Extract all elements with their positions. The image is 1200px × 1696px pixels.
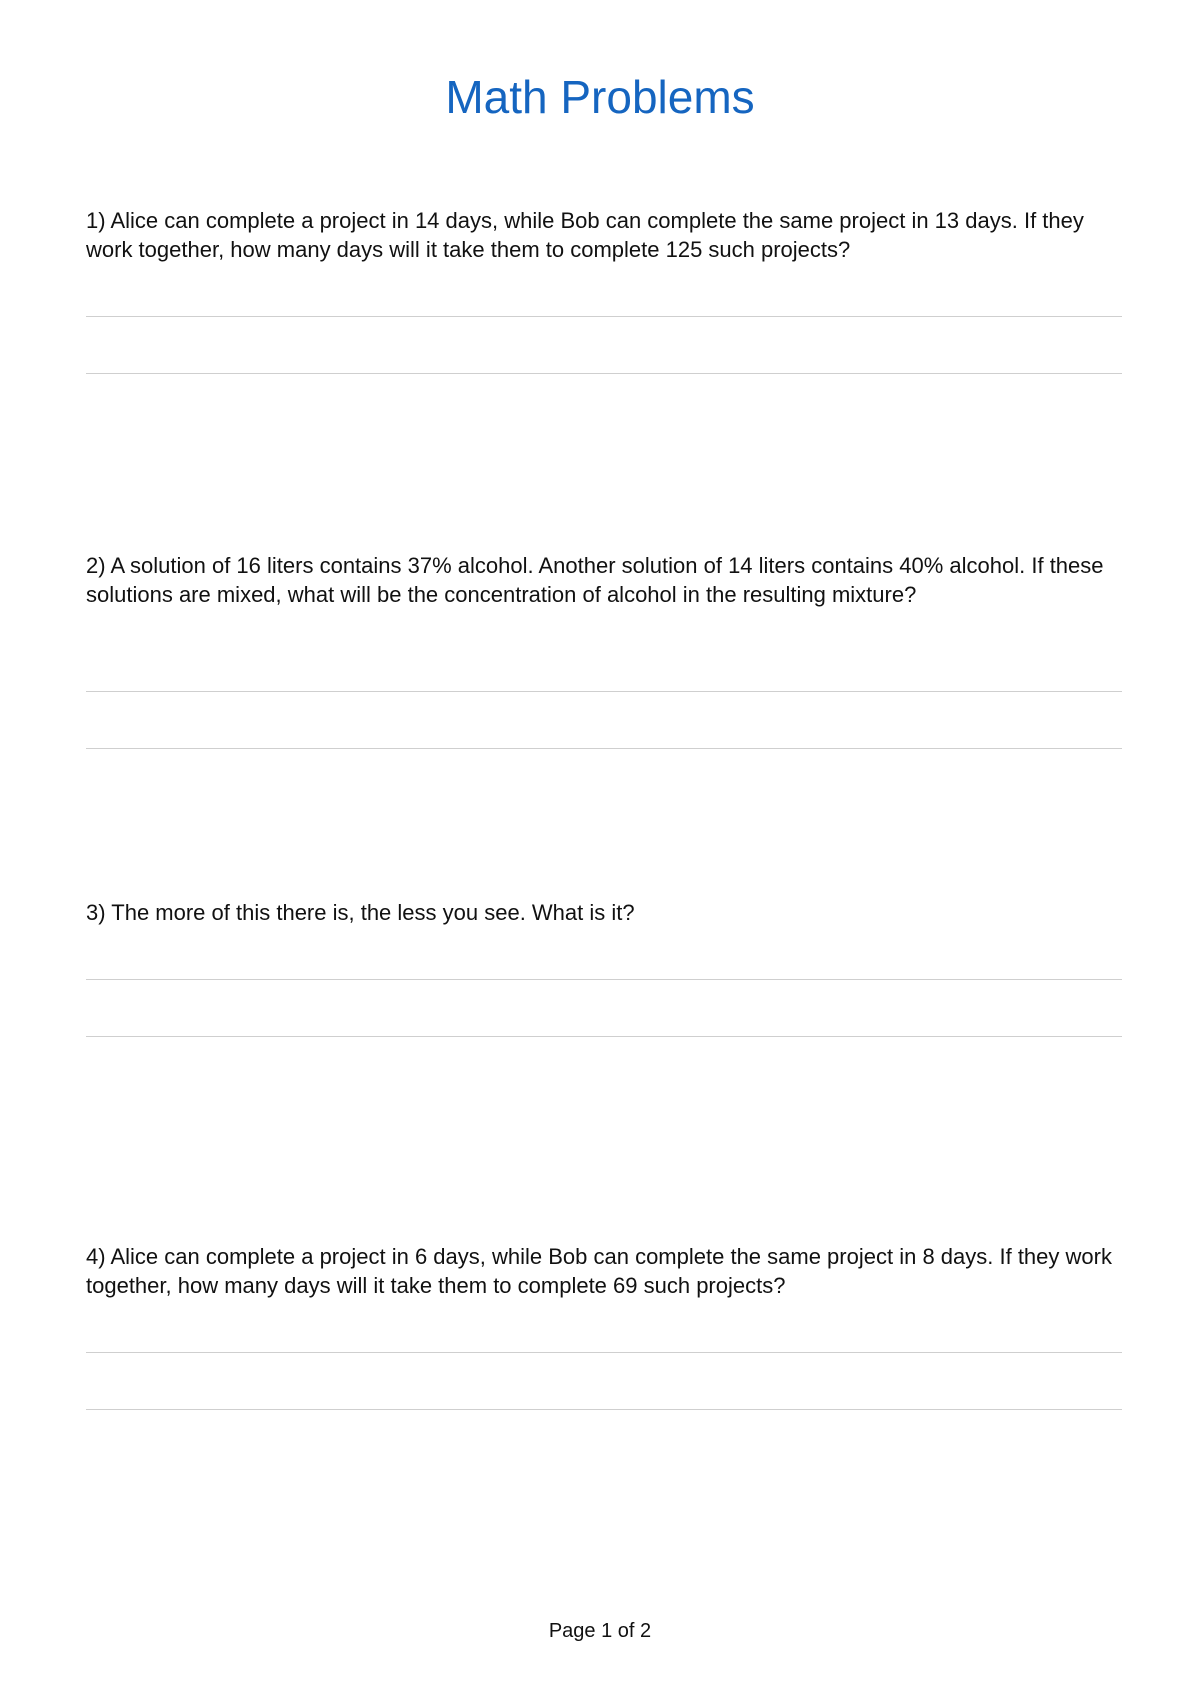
answer-line-2a [86, 691, 1122, 692]
answer-line-2b [86, 748, 1122, 749]
page-title: Math Problems [445, 71, 755, 123]
answer-line-4b [86, 1409, 1122, 1410]
problem-4 [86, 1242, 1126, 1300]
problem-3 [86, 898, 1126, 927]
problem-2-text: 2) A solution of 16 liters contains 37% alcohol. Another solution of 14 liters contains 40% alcohol. If these solutions are mixed, what will be the concentration of alcohol in the resulting mixture? [86, 553, 1104, 607]
answer-line-4a [86, 1352, 1122, 1353]
answer-line-1b [86, 373, 1122, 374]
problem-1 [86, 206, 1126, 264]
problem-2 [86, 551, 1126, 609]
problem-4-text: 4) Alice can complete a project in 6 days, while Bob can complete the same project in 8 days. If they work together, how many days will it take them to complete 69 such projects? [86, 1244, 1112, 1298]
problem-3-text: 3) The more of this there is, the less you see. What is it? [86, 900, 635, 925]
answer-line-3a [86, 979, 1122, 980]
problem-1-text: 1) Alice can complete a project in 14 days, while Bob can complete the same project in 13 days. If they work together, how many days will it take them to complete 125 such projects? [86, 208, 1084, 262]
answer-line-1a [86, 316, 1122, 317]
page-number: Page 1 of 2 [548, 1620, 652, 1642]
answer-line-3b [86, 1036, 1122, 1037]
